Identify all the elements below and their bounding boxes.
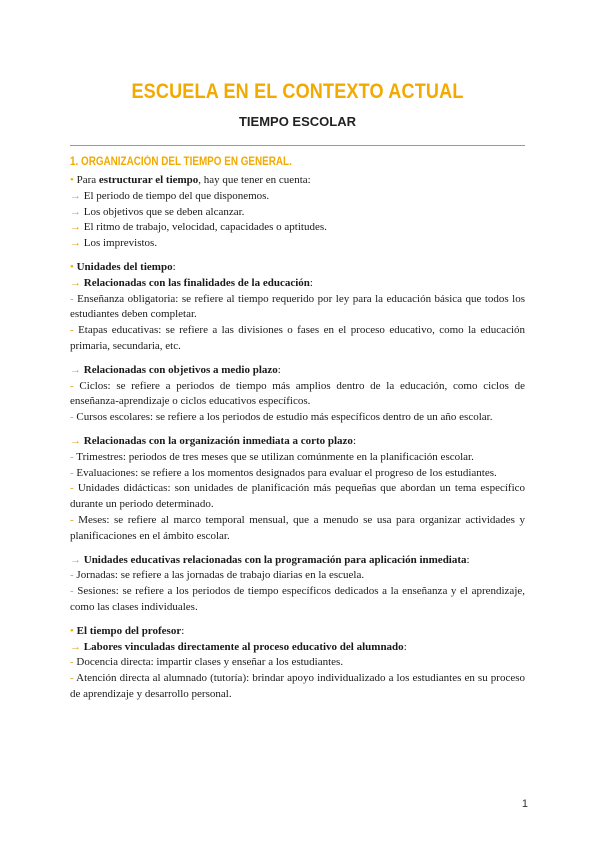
bullet-icon: • [70, 624, 74, 637]
list-item: - Enseñanza obligatoria: se refiere al tiempo requerido por ley para la educación básica que todos los estudiantes deben completar. [70, 292, 525, 321]
dash-icon: - [70, 379, 74, 392]
group-heading: → Labores vinculadas directamente al proceso educativo del alumnado: [70, 640, 407, 653]
group-heading: → Relacionadas con las finalidades de la educación: [70, 276, 313, 289]
dash-icon: - [70, 292, 74, 305]
dash-icon: - [70, 656, 74, 669]
dash-icon: - [70, 513, 74, 526]
group-heading: → Unidades educativas relacionadas con la programación para aplicación inmediata: [70, 553, 470, 566]
list-item: - Evaluaciones: se refiere a los momentos designados para evaluar el progreso de los estudiantes. [70, 466, 497, 479]
arrow-icon: → [70, 189, 81, 202]
dash-icon: - [70, 450, 74, 463]
dash-icon: - [70, 672, 74, 685]
list-item: → El periodo de tiempo del que disponemos. [70, 189, 270, 202]
arrow-icon: → [70, 640, 81, 653]
arrow-icon: → [70, 553, 81, 566]
document-title: ESCUELA EN EL CONTEXTO ACTUAL [131, 80, 464, 103]
arrow-icon: → [70, 276, 81, 289]
list-item: → Los objetivos que se deben alcanzar. [70, 205, 245, 218]
list-item: - Sesiones: se refiere a los periodos de tiempo específicos dedicados a la enseñanza y el aprendizaje, como las clases individuales. [70, 585, 526, 613]
dash-icon: - [70, 324, 74, 337]
dash-icon: - [70, 585, 74, 598]
section-heading: 1. ORGANIZACIÓN DEL TIEMPO EN GENERAL. [70, 156, 292, 168]
group-heading: → Relacionadas con la organización inmediata a corto plazo: [70, 434, 356, 447]
arrow-icon: → [70, 363, 81, 376]
dash-icon: - [70, 411, 74, 424]
dash-icon: - [70, 569, 74, 582]
arrow-icon: → [70, 434, 81, 447]
dash-icon: - [70, 466, 74, 479]
list-item: - Etapas educativas: se refiere a las divisiones o fases en el proceso educativo, como la educación primaria, secundaria, etc. [70, 324, 526, 352]
arrow-icon: → [70, 205, 81, 218]
list-item: - Trimestres: periodos de tres meses que se utilizan comúnmente en la planificación escolar. [70, 450, 474, 463]
list-item: → El ritmo de trabajo, velocidad, capacidades o aptitudes. [70, 221, 327, 234]
arrow-icon: → [70, 221, 81, 234]
header-divider [70, 145, 525, 146]
bullet-icon: • [70, 260, 74, 273]
list-item: → Los imprevistos. [70, 237, 158, 250]
list-item: - Jornadas: se refiere a las jornadas de trabajo diarias en la escuela. [70, 569, 365, 582]
group-heading: → Relacionadas con objetivos a medio plazo: [70, 363, 281, 376]
list-item: - Cursos escolares: se refiere a los periodos de estudio más específicos dentro de un año escolar. [70, 411, 493, 424]
list-item: - Atención directa al alumnado (tutoría): brindar apoyo individualizado a los estudiantes en su proceso de aprendizaje y desarrollo personal. [70, 672, 525, 700]
document-subtitle: TIEMPO ESCOLAR [238, 114, 356, 129]
document-body [70, 153, 525, 703]
intro-line: • Para estructurar el tiempo, hay que tener en cuenta: [70, 174, 311, 186]
page-number: 1 [521, 798, 528, 810]
bullet-icon: • [70, 174, 74, 186]
arrow-icon: → [70, 237, 81, 250]
list-item: - Unidades didácticas: son unidades de planificación más pequeñas que abordan un tema específico durante un periodo determinado. [70, 482, 526, 511]
list-item: - Ciclos: se refiere a periodos de tiempo más amplios dentro de la educación, como ciclos de enseñanza-aprendizaje o ciclos educativos específicos. [70, 379, 526, 408]
dash-icon: - [70, 482, 74, 495]
list-item: - Meses: se refiere al marco temporal mensual, que a menudo se usa para organizar actividades y planificaciones en el ámbito escolar. [70, 513, 526, 542]
list-item: - Docencia directa: impartir clases y enseñar a los estudiantes. [70, 656, 344, 669]
subsection-heading: • Unidades del tiempo: [70, 260, 176, 273]
subsection-heading: • El tiempo del profesor: [70, 624, 185, 637]
